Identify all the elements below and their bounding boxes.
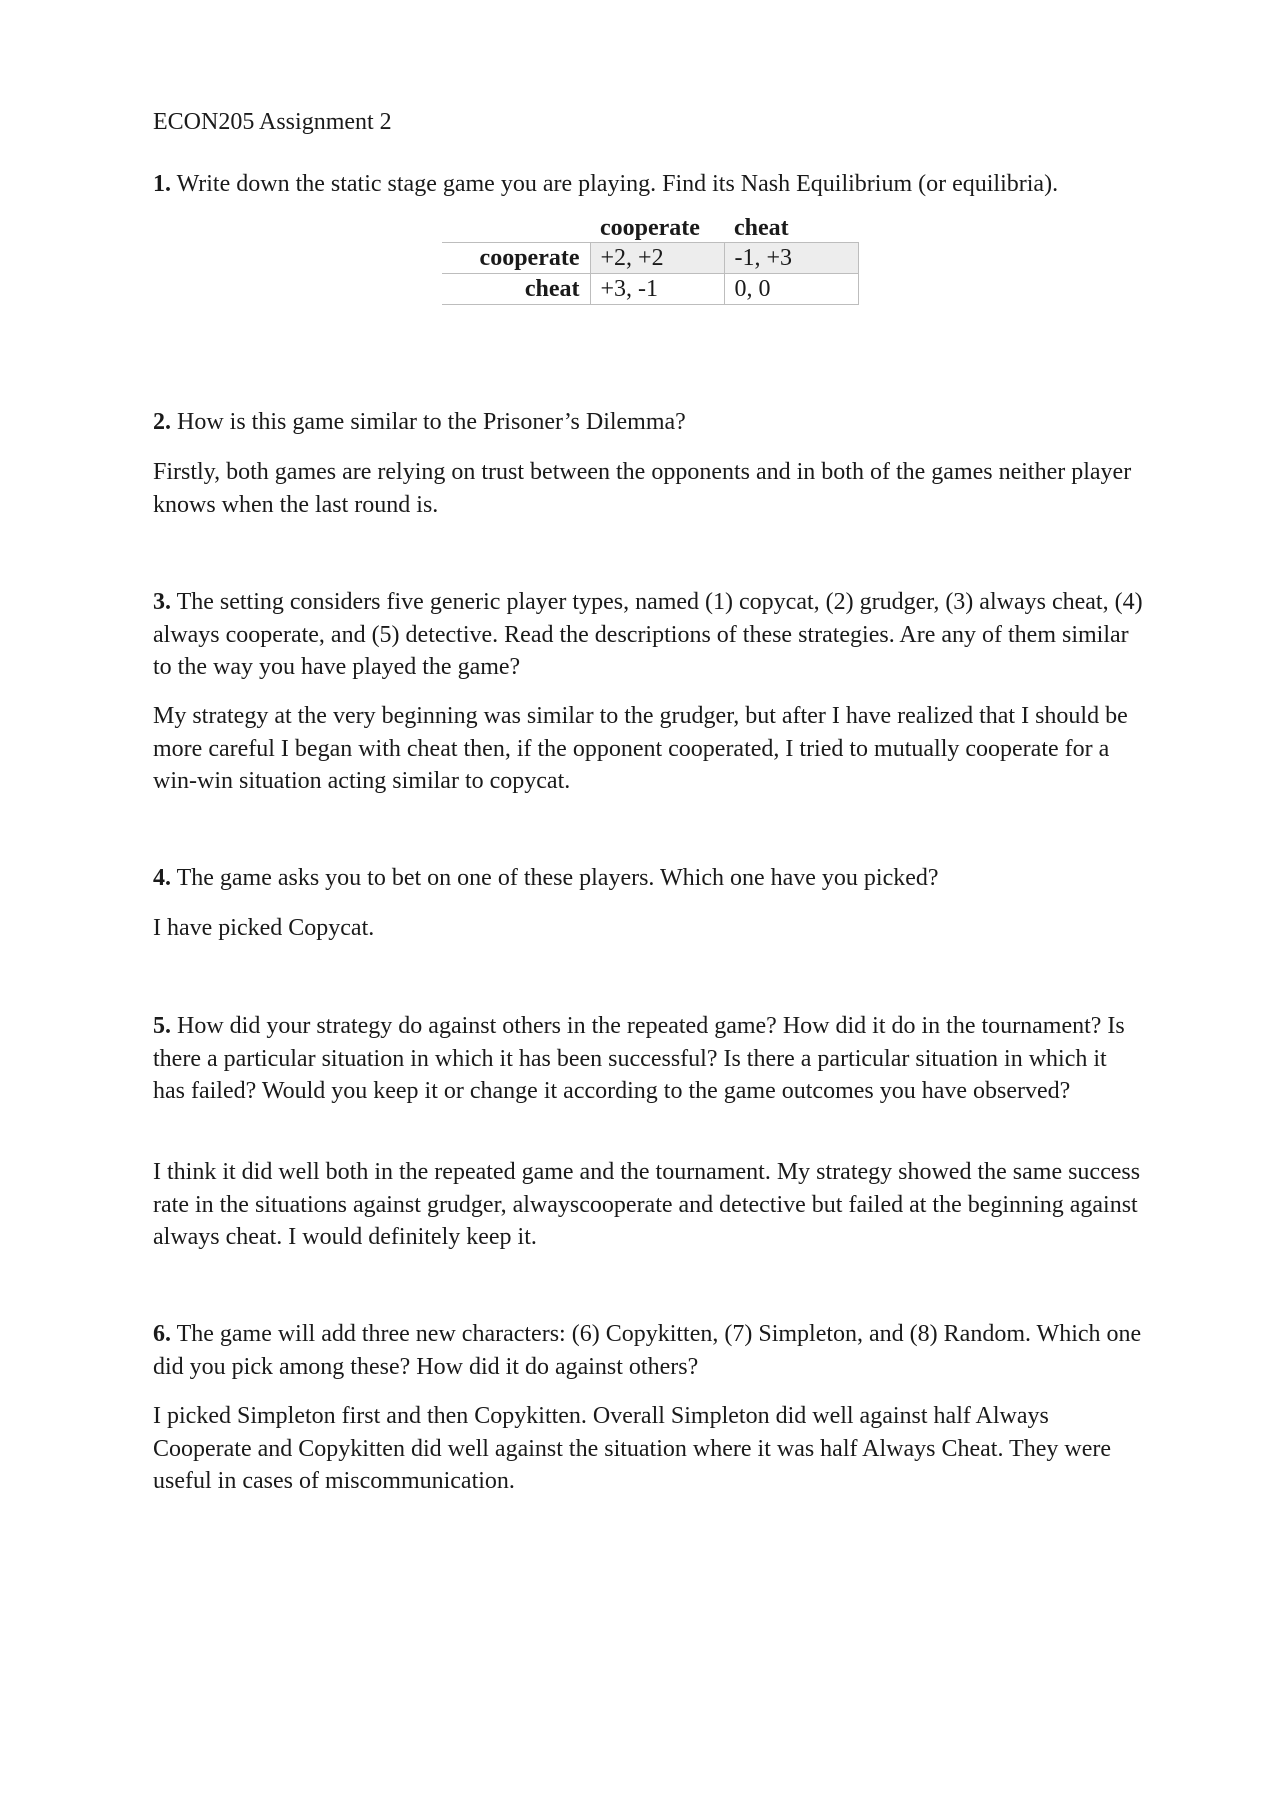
question-5-text: How did your strategy do against others in the repeated game? How did it do in the tournament? Is there a particular situation in which it has been successful? Is there a particular situation in which it has failed? Would you keep it or change it according to the game outcomes you have observed? xyxy=(153,1013,1125,1104)
answer-3: My strategy at the very beginning was similar to the grudger, but after I have realized that I should be more careful I began with cheat then, if the opponent cooperated, I tried to mutually cooperate for a win-win situation acting similar to copycat. xyxy=(153,703,1128,794)
answer-4: I have picked Copycat. xyxy=(153,915,375,941)
question-2-number: 2. xyxy=(153,409,171,435)
payoff-corner-cell xyxy=(442,213,590,243)
question-3-text: The setting considers five generic player types, named (1) copycat, (2) grudger, (3) always cheat, (4) always cooperate, and (5) detective. Read the descriptions of these strategies. Are any of them similar to the way you have played the game? xyxy=(153,589,1143,680)
question-5-number: 5. xyxy=(153,1013,171,1039)
answer-6: I picked Simpleton first and then Copykitten. Overall Simpleton did well against half Always Cooperate and Copykitten did well against the situation where it was half Always Cheat. They were useful in cases of miscommunication. xyxy=(153,1403,1111,1494)
question-3-number: 3. xyxy=(153,589,171,615)
question-1-text: Write down the static stage game you are playing. Find its Nash Equilibrium (or equilibria). xyxy=(171,171,1059,197)
payoff-cell: +2, +2 xyxy=(590,243,724,274)
document-title: ECON205 Assignment 2 xyxy=(153,109,392,135)
answer-5: I think it did well both in the repeated game and the tournament. My strategy showed the same success rate in the situations against grudger, alwayscooperate and detective but failed at the beginning against always cheat. I would definitely keep it. xyxy=(153,1159,1141,1250)
question-4-text: The game asks you to bet on one of these players. Which one have you picked? xyxy=(171,865,939,891)
question-1-number: 1. xyxy=(153,171,171,197)
question-6-number: 6. xyxy=(153,1321,171,1347)
answer-2: Firstly, both games are relying on trust between the opponents and in both of the games neither player knows when the last round is. xyxy=(153,459,1132,518)
question-6 xyxy=(153,1318,1143,1383)
question-2 xyxy=(153,406,1143,439)
question-4 xyxy=(153,862,1143,895)
payoff-row-cheat xyxy=(442,274,858,305)
question-4-number: 4. xyxy=(153,865,171,891)
payoff-cell: +3, -1 xyxy=(590,274,724,305)
payoff-row-cooperate xyxy=(442,243,858,274)
payoff-cell: -1, +3 xyxy=(724,243,858,274)
question-3 xyxy=(153,586,1143,684)
payoff-header-row xyxy=(442,213,858,243)
payoff-col-header-cheat: cheat xyxy=(734,215,789,241)
payoff-col-header-cooperate: cooperate xyxy=(600,215,700,241)
payoff-table xyxy=(442,213,859,305)
question-1 xyxy=(153,168,1143,201)
question-5 xyxy=(153,1010,1143,1108)
payoff-cell: 0, 0 xyxy=(724,274,858,305)
payoff-row-label: cooperate xyxy=(442,243,590,274)
payoff-row-label: cheat xyxy=(442,274,590,305)
question-2-text: How is this game similar to the Prisoner’s Dilemma? xyxy=(171,409,686,435)
question-6-text: The game will add three new characters: (6) Copykitten, (7) Simpleton, and (8) Random. Which one did you pick among these? How did it do against others? xyxy=(153,1321,1142,1380)
